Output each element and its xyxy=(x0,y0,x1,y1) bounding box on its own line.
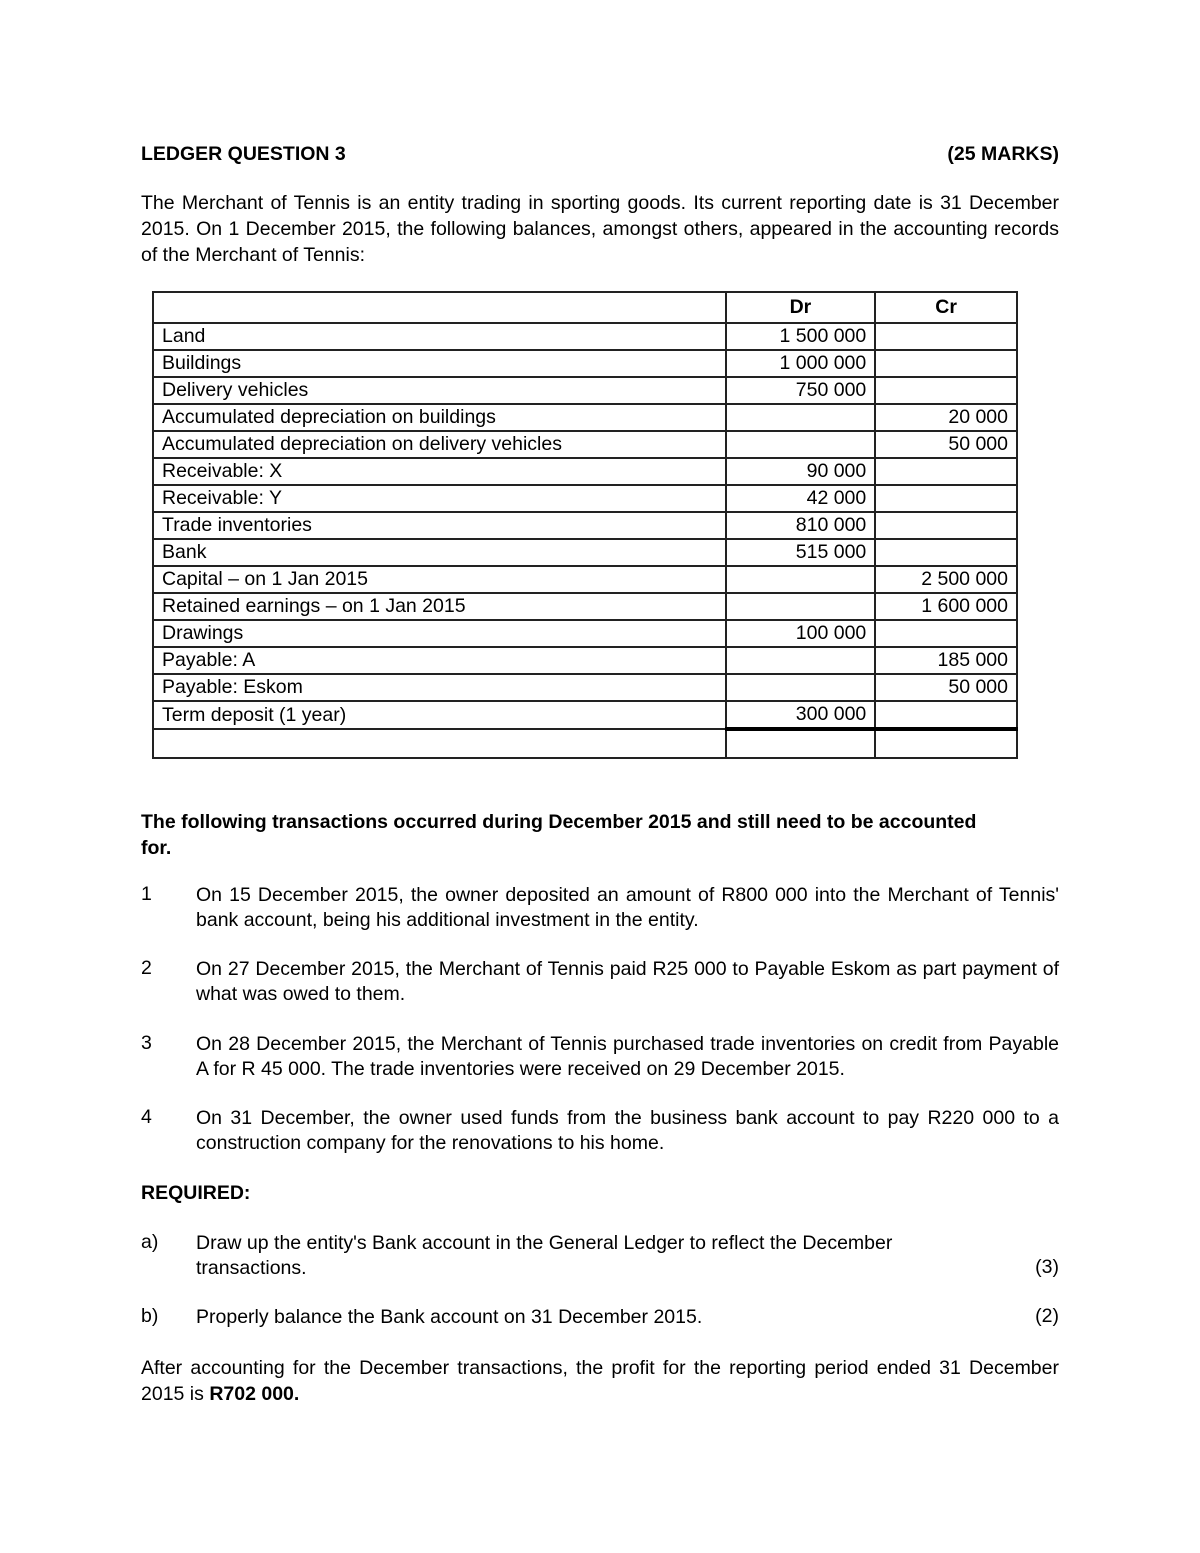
question-marks: (25 MARKS) xyxy=(947,143,1059,165)
header-dr: Dr xyxy=(726,292,876,323)
table-row xyxy=(153,566,1017,593)
transactions-heading: The following transactions occurred during December 2015 and still need to be accounted for. xyxy=(141,811,977,859)
credit-amount xyxy=(875,323,1017,350)
table-row xyxy=(153,647,1017,674)
debit-amount xyxy=(726,404,876,431)
credit-amount xyxy=(875,458,1017,485)
question-title: LEDGER QUESTION 3 xyxy=(141,143,346,165)
credit-amount xyxy=(875,485,1017,512)
debit-amount xyxy=(726,593,876,620)
debit-amount: 100 000 xyxy=(726,620,876,647)
credit-amount: 50 000 xyxy=(875,674,1017,701)
transaction-number: 1 xyxy=(141,883,152,905)
account-name: Accumulated depreciation on delivery vehicles xyxy=(153,431,726,458)
table-row xyxy=(153,485,1017,512)
credit-amount: 1 600 000 xyxy=(875,593,1017,620)
total-row xyxy=(153,729,1017,758)
debit-amount: 300 000 xyxy=(726,701,876,729)
table-row xyxy=(153,539,1017,566)
debit-amount: 1 500 000 xyxy=(726,323,876,350)
table-row xyxy=(153,431,1017,458)
total-cr-cell xyxy=(875,729,1017,758)
table-header-row xyxy=(153,292,1017,323)
account-name: Receivable: Y xyxy=(153,485,726,512)
debit-amount xyxy=(726,647,876,674)
transaction-text: On 27 December 2015, the Merchant of Tennis paid R25 000 to Payable Eskom as part payment of what was owed to them. xyxy=(196,958,1059,1005)
debit-amount: 1 000 000 xyxy=(726,350,876,377)
transaction-number: 2 xyxy=(141,957,152,979)
table-row xyxy=(153,701,1017,729)
account-name: Receivable: X xyxy=(153,458,726,485)
debit-amount: 42 000 xyxy=(726,485,876,512)
credit-amount xyxy=(875,620,1017,647)
table-row xyxy=(153,593,1017,620)
account-name: Retained earnings – on 1 Jan 2015 xyxy=(153,593,726,620)
table-row xyxy=(153,458,1017,485)
header-cr: Cr xyxy=(875,292,1017,323)
account-name: Delivery vehicles xyxy=(153,377,726,404)
required-heading: REQUIRED: xyxy=(141,1182,251,1204)
total-label-cell xyxy=(153,729,726,758)
required-label: b) xyxy=(141,1305,159,1327)
required-text: Properly balance the Bank account on 31 December 2015. xyxy=(196,1306,703,1328)
closing-text: After accounting for the December transactions, the profit for the reporting period ended 31 December 2015 is xyxy=(141,1357,1059,1405)
table-row xyxy=(153,377,1017,404)
credit-amount xyxy=(875,350,1017,377)
credit-amount: 50 000 xyxy=(875,431,1017,458)
balances-table xyxy=(152,291,1018,759)
credit-amount: 185 000 xyxy=(875,647,1017,674)
transaction-number: 3 xyxy=(141,1032,152,1054)
debit-amount xyxy=(726,431,876,458)
credit-amount xyxy=(875,377,1017,404)
account-name: Buildings xyxy=(153,350,726,377)
transaction-text: On 28 December 2015, the Merchant of Tennis purchased trade inventories on credit from Payable A for R 45 000. The trade inventories were received on 29 December 2015. xyxy=(196,1033,1059,1080)
required-marks: (3) xyxy=(1035,1256,1059,1278)
table-row xyxy=(153,323,1017,350)
required-label: a) xyxy=(141,1231,159,1253)
account-name: Capital – on 1 Jan 2015 xyxy=(153,566,726,593)
account-name: Drawings xyxy=(153,620,726,647)
debit-amount xyxy=(726,566,876,593)
credit-amount: 2 500 000 xyxy=(875,566,1017,593)
transaction-text: On 15 December 2015, the owner deposited an amount of R800 000 into the Merchant of Tennis' bank account, being his additional investment in the entity. xyxy=(196,884,1059,931)
credit-amount: 20 000 xyxy=(875,404,1017,431)
transaction-number: 4 xyxy=(141,1106,152,1128)
debit-amount: 90 000 xyxy=(726,458,876,485)
debit-amount: 515 000 xyxy=(726,539,876,566)
credit-amount xyxy=(875,701,1017,729)
debit-amount xyxy=(726,674,876,701)
table-row xyxy=(153,674,1017,701)
account-name: Payable: Eskom xyxy=(153,674,726,701)
table-row xyxy=(153,350,1017,377)
total-dr-cell xyxy=(726,729,876,758)
required-text: Draw up the entity's Bank account in the General Ledger to reflect the December transactions. xyxy=(196,1232,893,1279)
intro-paragraph: The Merchant of Tennis is an entity trading in sporting goods. Its current reporting date is 31 December 2015. On 1 December 2015, the following balances, amongst others, appeared in the accounting records of the Merchant of Tennis: xyxy=(141,192,1059,266)
debit-amount: 810 000 xyxy=(726,512,876,539)
required-marks: (2) xyxy=(1035,1305,1059,1327)
header-account xyxy=(153,292,726,323)
account-name: Term deposit (1 year) xyxy=(153,701,726,729)
transaction-text: On 31 December, the owner used funds from the business bank account to pay R220 000 to a construction company for the renovations to his home. xyxy=(196,1107,1059,1154)
table-row xyxy=(153,512,1017,539)
table-row xyxy=(153,404,1017,431)
debit-amount: 750 000 xyxy=(726,377,876,404)
profit-amount: R702 000. xyxy=(209,1383,300,1405)
account-name: Bank xyxy=(153,539,726,566)
table-row xyxy=(153,620,1017,647)
closing-paragraph xyxy=(141,1355,1059,1407)
account-name: Land xyxy=(153,323,726,350)
account-name: Payable: A xyxy=(153,647,726,674)
credit-amount xyxy=(875,539,1017,566)
account-name: Accumulated depreciation on buildings xyxy=(153,404,726,431)
account-name: Trade inventories xyxy=(153,512,726,539)
credit-amount xyxy=(875,512,1017,539)
